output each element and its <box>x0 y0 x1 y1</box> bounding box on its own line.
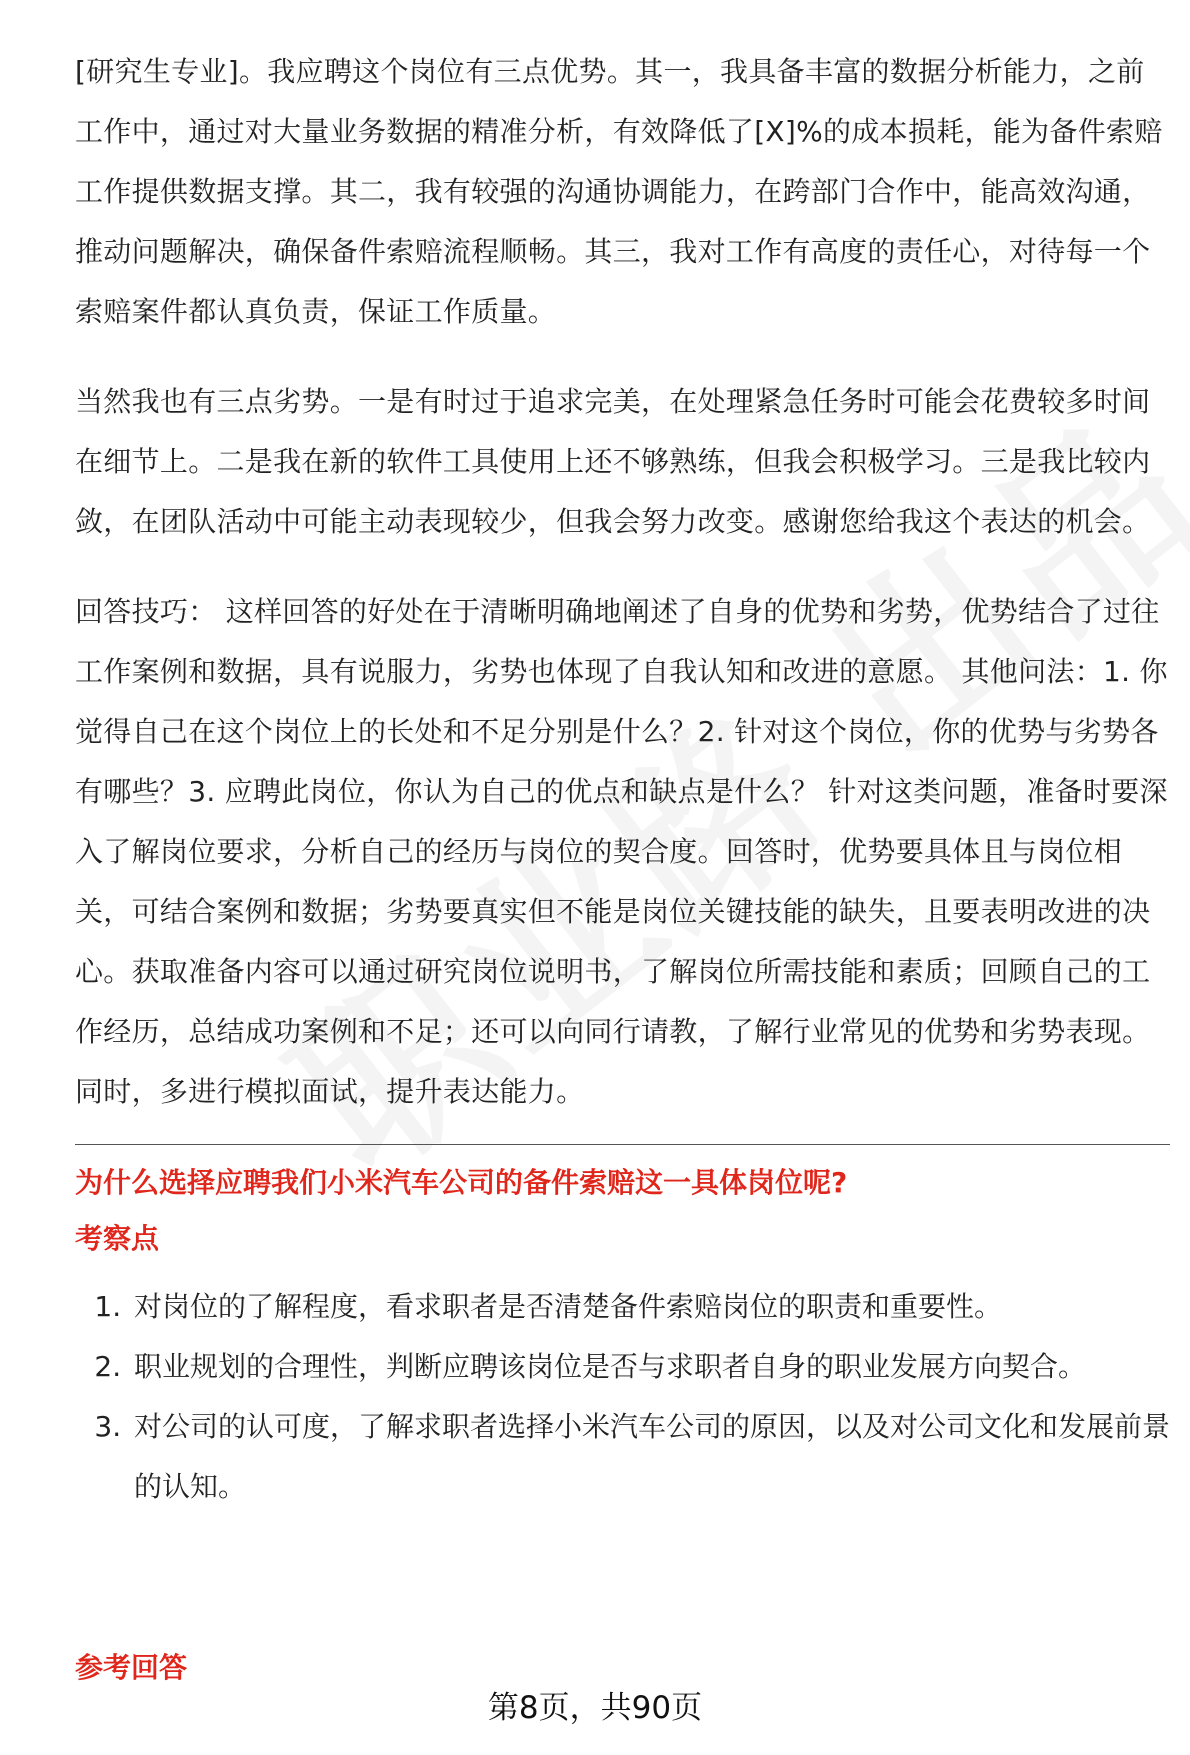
paragraph-tips: 回答技巧： 这样回答的好处在于清晰明确地阐述了自身的优势和劣势，优势结合了过往工作案例和数据，具有说服力，劣势也体现了自我认知和改进的意愿。 其他问法：1. 你觉得自己在这个岗位上的长处和不足分别是什么？2. 针对这个岗位，你的优势与劣势各有哪些？3. 应聘此岗位，你认为自己的优点和缺点是什么？ 针对这类问题，准备时要深入了解岗位要求，分析自己的经历与岗位的契合度。回答时，优势要具体且与岗位相关，可结合案例和数据；劣势要真实但不能是岗位关键技能的缺失，且要表明改进的决心。获取准备内容可以通过研究岗位说明书，了解岗位所需技能和素质；回顾自己的工作经历，总结成功案例和不足；还可以向同行请教，了解行业常见的优势和劣势表现。同时，多进行模拟面试，提升表达能力。 <box>75 595 1168 1108</box>
paragraph-weaknesses: 当然我也有三点劣势。一是有时过于追求完美，在处理紧急任务时可能会花费较多时间在细节上。二是我在新的软件工具使用上还不够熟练，但我会积极学习。三是我比较内敛，在团队活动中可能主动表现较少，但我会努力改变。感谢您给我这个表达的机会。 <box>75 385 1151 538</box>
list-item: 3. 对公司的认可度，了解求职者选择小米汽车公司的原因，以及对公司文化和发展前景的认知。 <box>130 1397 1170 1517</box>
question-heading: 为什么选择应聘我们小米汽车公司的备件索赔这一具体岗位呢? <box>75 1166 848 1199</box>
page-content <box>75 42 1170 1517</box>
list-item: 2. 职业规划的合理性，判断应聘该岗位是否与求职者自身的职业发展方向契合。 <box>130 1337 1170 1397</box>
page-footer: 第8页，共90页 <box>487 1690 703 1726</box>
section-divider <box>75 1144 1170 1145</box>
paragraph-strengths: [研究生专业]。我应聘这个岗位有三点优势。其一，我具备丰富的数据分析能力，之前工作中，通过对大量业务数据的精准分析，有效降低了[X]%的成本损耗，能为备件索赔工作提供数据支撑。其二，我有较强的沟通协调能力，在跨部门合作中，能高效沟通，推动问题解决，确保备件索赔流程顺畅。其三，我对工作有高度的责任心，对待每一个索赔案件都认真负责，保证工作质量。 <box>75 55 1163 328</box>
list-item: 1. 对岗位的了解程度，看求职者是否清楚备件索赔岗位的职责和重要性。 <box>130 1277 1170 1337</box>
answer-heading: 参考回答 <box>75 1651 188 1684</box>
exam-points-heading: 考察点 <box>75 1222 160 1255</box>
exam-points-list <box>75 1277 1170 1517</box>
